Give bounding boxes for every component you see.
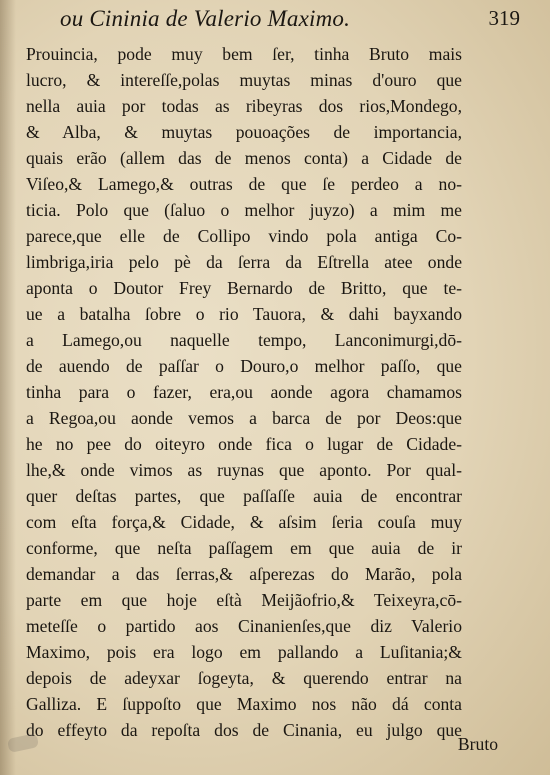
text-line: conforme, que neſta paſſagem em que auia de ir xyxy=(26,538,462,558)
text-line: limbriga,iria pelo pè da ſerra da Eſtrella atee onde xyxy=(26,252,462,272)
text-line: aponta o Doutor Frey Bernardo de Britto, que te- xyxy=(26,278,462,298)
text-line: ticia. Polo que (ſaluo o melhor juyzo) a mim me xyxy=(26,200,462,220)
text-line: do effeyto da repoſta dos de Cinania, eu julgo que xyxy=(26,720,462,740)
body-text xyxy=(26,41,462,743)
text-line: lhe,& onde vimos as ruynas que aponto. Por qual- xyxy=(26,460,462,480)
text-line: Viſeo,& Lamego,& outras de que ſe perdeo a no- xyxy=(26,174,462,194)
text-line: de auendo de paſſar o Douro,o melhor paſſo, que xyxy=(26,356,462,376)
text-line: tinha para o fazer, era,ou aonde agora chamamos xyxy=(26,382,462,402)
catchword: Bruto xyxy=(457,734,498,754)
text-line: lucro, & intereſſe,polas muytas minas d'ouro que xyxy=(26,70,462,90)
text-line: Maximo, pois era logo em pallando a Luſitania;& xyxy=(26,642,462,662)
text-line: meteſſe o partido aos Cinanienſes,que diz Valerio xyxy=(26,616,462,636)
text-line: depois de adeyxar ſogeyta, & querendo entrar na xyxy=(26,668,462,688)
text-line: com eſta força,& Cidade, & aſsim ſeria couſa muy xyxy=(26,512,462,532)
running-title: ou Cininia de Valerio Maximo. xyxy=(60,6,351,31)
text-line: quer deſtas partes, que paſſaſſe auia de encontrar xyxy=(26,486,462,506)
text-line: a Lamego,ou naquelle tempo, Lanconimurgi,dō- xyxy=(26,330,462,350)
text-line: & Alba, & muytas pouoações de importancia, xyxy=(26,122,462,142)
text-line: he no pee do oiteyro onde fica o lugar de Cidade- xyxy=(26,434,462,454)
text-line: demandar a das ſerras,& aſperezas do Marão, pola xyxy=(26,564,462,584)
text-line: Prouincia, pode muy bem ſer, tinha Bruto mais xyxy=(26,44,462,64)
running-head xyxy=(0,4,550,34)
text-line: parece,que elle de Collipo vindo pola antiga Co- xyxy=(26,226,462,246)
page-number: 319 xyxy=(488,6,520,30)
text-line: parte em que hoje eſtà Meijãofrio,& Teixeyra,cō- xyxy=(26,590,462,610)
text-line: nella auia por todas as ribeyras dos rios,Mondego, xyxy=(26,96,462,116)
text-line: ue a batalha ſobre o rio Tauora, & dahi bayxando xyxy=(26,304,462,324)
text-line: a Regoa,ou aonde vemos a barca de por Deos:que xyxy=(26,408,462,428)
text-line: Galliza. E ſuppoſto que Maximo nos não dá conta xyxy=(26,694,462,714)
gutter-shadow xyxy=(0,0,16,775)
text-line: quais erão (allem das de menos conta) a Cidade de xyxy=(26,148,462,168)
